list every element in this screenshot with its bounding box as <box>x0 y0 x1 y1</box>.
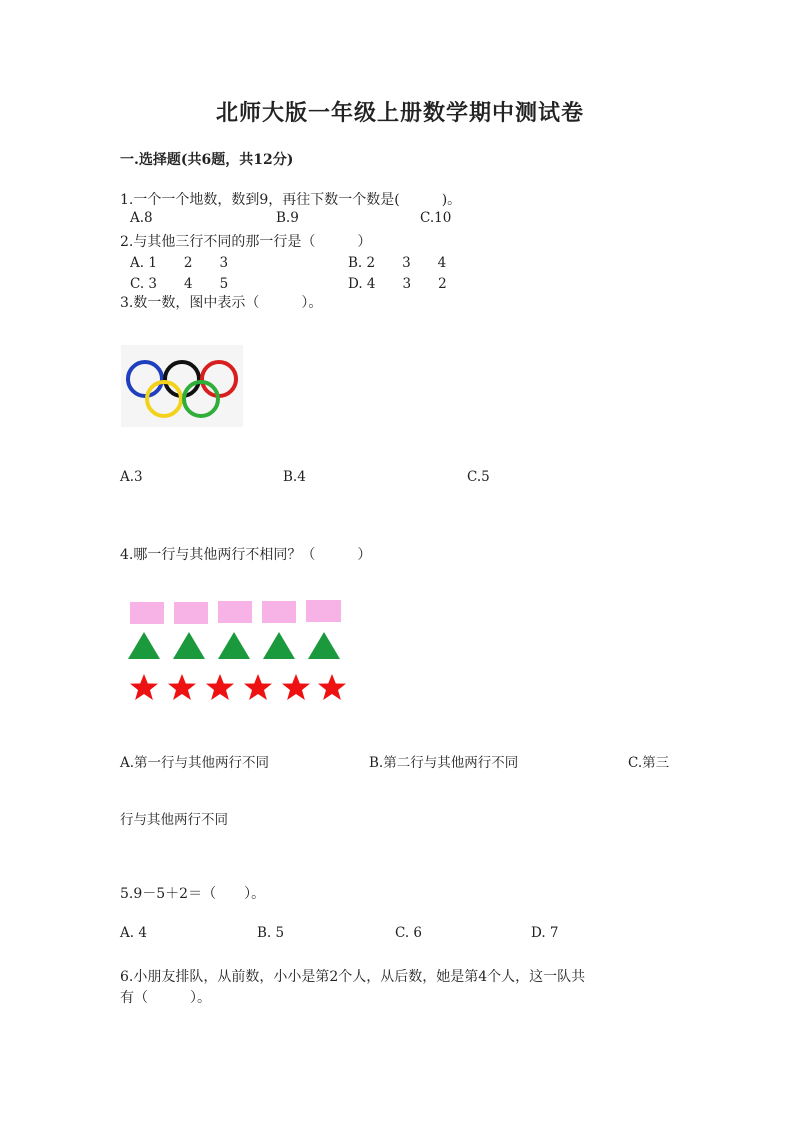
question-1-option-c: C.10 <box>420 210 452 226</box>
question-4-option-c-continued: 行与其他两行不同 <box>120 812 228 828</box>
question-1-option-b: B.9 <box>276 210 299 226</box>
pink-rectangle <box>262 601 296 623</box>
red-star <box>282 674 310 700</box>
question-5-option-b: B. 5 <box>257 925 285 941</box>
ring-green <box>184 382 218 416</box>
question-3-option-b: B.4 <box>283 469 306 485</box>
section-heading: 一.选择题(共6题，共12分) <box>120 152 294 168</box>
red-star <box>168 674 196 700</box>
row-pink-rectangles <box>130 600 341 624</box>
page-title: 北师大版一年级上册数学期中测试卷 <box>215 100 584 126</box>
question-4-stem: 4.哪一行与其他两行不相同？（ ） <box>120 547 372 563</box>
pink-rectangle <box>130 602 164 624</box>
red-star <box>130 674 158 700</box>
question-1-option-a: A.8 <box>130 210 153 226</box>
question-5-option-a: A. 4 <box>120 925 147 941</box>
ring-black <box>165 362 199 396</box>
shape-rows-image <box>125 595 350 710</box>
olympic-rings-image <box>121 345 243 427</box>
question-2-stem: 2.与其他三行不同的那一行是（ ） <box>120 234 372 250</box>
question-5-stem: 5.9－5＋2＝（ ）。 <box>120 886 266 902</box>
question-1-stem: 1.一个一个地数，数到9，再往下数一个数是( )。 <box>120 192 462 208</box>
question-2-option-c: C. 3 4 5 <box>130 276 229 292</box>
question-2-option-d: D. 4 3 2 <box>348 276 447 292</box>
red-star <box>206 674 234 700</box>
question-3-option-c: C.5 <box>467 469 490 485</box>
green-triangle <box>173 632 205 659</box>
question-4-option-a: A.第一行与其他两行不同 <box>120 755 270 771</box>
question-3-option-a: A.3 <box>120 469 143 485</box>
shape-rows-svg <box>125 595 350 710</box>
red-star <box>318 674 346 700</box>
red-star <box>244 674 272 700</box>
question-2-option-b: B. 2 3 4 <box>348 255 447 271</box>
question-2-option-a: A. 1 2 3 <box>130 255 229 271</box>
green-triangle <box>263 632 295 659</box>
row-red-stars <box>130 674 346 700</box>
ring-red <box>202 362 236 396</box>
pink-rectangle <box>174 602 208 624</box>
question-4-option-b: B.第二行与其他两行不同 <box>369 755 519 771</box>
olympic-rings-svg <box>121 345 243 427</box>
ring-yellow <box>147 382 181 416</box>
green-triangle <box>128 632 160 659</box>
question-6-stem: 6.小朋友排队，从前数，小小是第2个人，从后数，她是第4个人，这一队共 <box>120 969 586 985</box>
ring-blue <box>128 362 162 396</box>
question-5-option-d: D. 7 <box>531 925 559 941</box>
question-4-option-c: C.第三 <box>628 755 670 771</box>
pink-rectangle <box>306 600 341 622</box>
green-triangle <box>308 632 340 659</box>
green-triangle <box>218 632 250 659</box>
question-6-stem-continued: 有（ ）。 <box>120 990 211 1006</box>
pink-rectangle <box>218 601 252 623</box>
question-5-option-c: C. 6 <box>395 925 423 941</box>
row-green-triangles <box>128 632 340 659</box>
question-3-stem: 3.数一数，图中表示（ ）。 <box>120 295 323 311</box>
